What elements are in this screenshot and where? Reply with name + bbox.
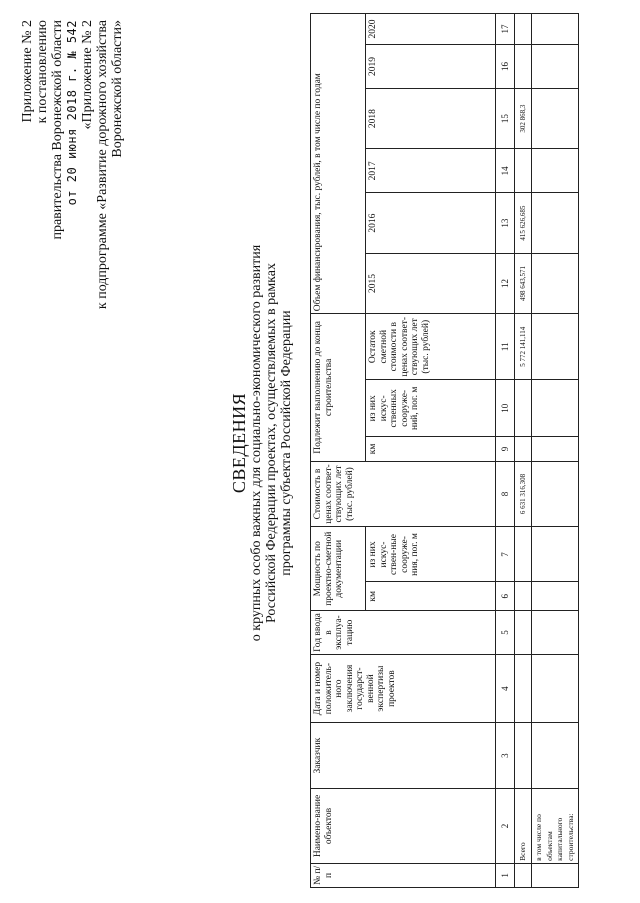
col-number: 2 [496,789,515,864]
rem-km-header: км [366,437,496,461]
total-cost: 6 631 316,308 [515,461,532,527]
title-line-1: о крупных особо важных для социально-экономического развития [249,244,264,642]
col-number: 14 [496,149,515,193]
row-label: в том числе по объектам капитального строительства: [532,789,579,864]
col-number: 5 [496,611,515,655]
col-number: 11 [496,314,515,380]
cap-km-header: км [366,582,496,611]
rem-art-header: из них искус-ственных сооруже-ний, пог. м [366,380,496,437]
col-number: 10 [496,380,515,437]
total-remaining-balance: 5 772 141,114 [515,314,532,380]
projects-table [310,13,579,888]
col-customer-header: Заказчик [311,723,496,789]
appendix-2-ref: «Приложение № 2 [80,20,95,130]
col-remaining-header: Подлежит выполнению до конца строительства [311,314,366,461]
col-num-header: № п/п [311,863,496,887]
year-2018-header: 2018 [366,88,496,148]
table-row-total [515,14,532,888]
col-financing-header: Объем финансирования, тыс. рублей, в том числе по годам [311,14,366,314]
subprogram-name: к подпрограмме «Развитие дорожного хозяйства [95,20,110,310]
col-number: 9 [496,437,515,461]
appendix-number: Приложение № 2 [20,20,35,123]
column-numbers-row [496,14,515,888]
col-number: 6 [496,582,515,611]
year-2015-header: 2015 [366,253,496,313]
total-2018: 302 868,3 [515,88,532,148]
cap-art-header: из них искус-ствен-ные сооруже-ния, пог. м [366,527,496,582]
title-line-3: программы субъекта Российской Федерации [279,310,294,576]
year-2017-header: 2017 [366,149,496,193]
table-row-objects [532,14,579,888]
year-2016-header: 2016 [366,193,496,253]
title-main: СВЕДЕНИЯ [229,392,249,494]
to-resolution: к постановлению [35,20,50,124]
row-label: Всего [515,789,532,864]
col-number: 4 [496,655,515,723]
col-number: 3 [496,723,515,789]
col-number: 17 [496,14,515,45]
year-2019-header: 2019 [366,44,496,88]
total-2015: 498 643,571 [515,253,532,313]
appendix-header [20,20,125,380]
title-line-2: Российской Федерации проектах, осуществляемых в рамках [264,263,279,623]
col-number: 12 [496,253,515,313]
year-2020-header: 2020 [366,14,496,45]
col-number: 15 [496,88,515,148]
resolution-date: от 20 июня 2018 г. № 542 [65,20,79,206]
col-cost-header: Стоимость в ценах соответ-ствующих лет (тыс. рублей) [311,461,496,527]
rem-balance-header: Остаток сметной стоимости в ценах соответ-ствующих лет (тыс. рублей) [366,314,496,380]
total-2016: 415 626,685 [515,193,532,253]
header-row-1 [311,14,366,888]
document-title [229,183,294,703]
col-number: 13 [496,193,515,253]
col-number: 8 [496,461,515,527]
government-name: правительства Воронежской области [50,20,65,240]
col-number: 7 [496,527,515,582]
col-year-header: Год ввода в эксплуа-тацию [311,611,496,655]
col-capacity-header: Мощность по проектно-сметной документации [311,527,366,611]
col-number: 1 [496,863,515,887]
region-name: Воронежской области» [110,20,125,158]
col-number: 16 [496,44,515,88]
col-name-header: Наимено-вание объектов [311,789,496,864]
col-expertise-header: Дата и номер положитель-ного заключения государст-венной экспертизы проектов [311,655,496,723]
